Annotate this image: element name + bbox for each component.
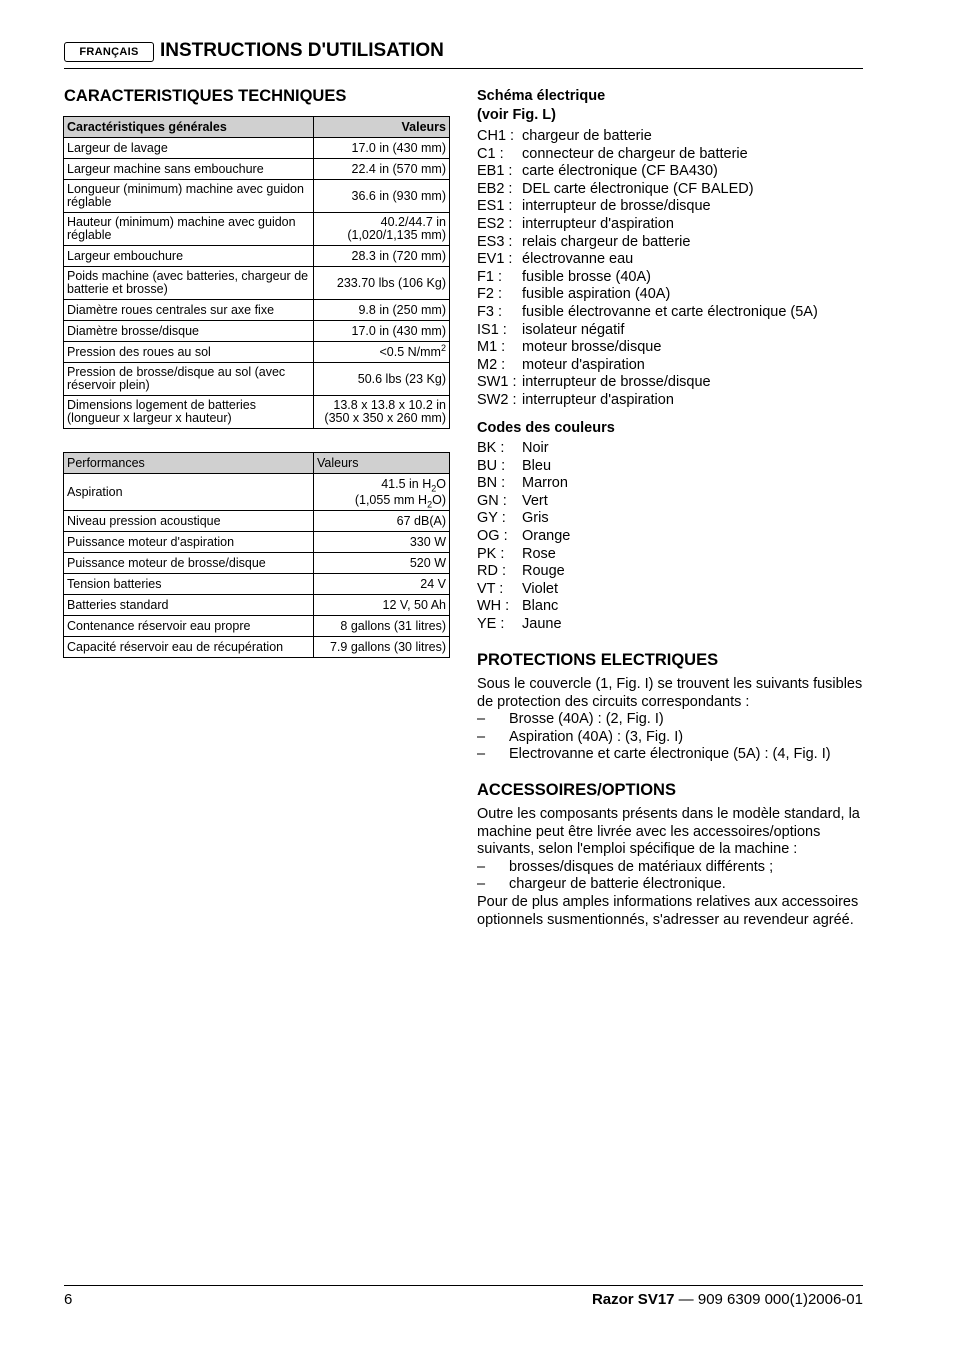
item-description: Blanc xyxy=(522,598,559,615)
footer-rule xyxy=(64,1285,863,1286)
table-row xyxy=(64,213,450,246)
spec-value: 40.2/44.7 in (1,020/1,135 mm) xyxy=(314,213,450,246)
dash-bullet: – xyxy=(477,876,486,893)
spec-label: Hauteur (minimum) machine avec guidon réglable xyxy=(64,213,314,246)
spec-value: 12 V, 50 Ah xyxy=(314,595,450,616)
table-row xyxy=(64,511,450,532)
table-row xyxy=(64,267,450,300)
item-description: moteur d'aspiration xyxy=(522,356,645,373)
table-header-row xyxy=(64,453,450,474)
item-code: PK : xyxy=(477,545,505,562)
protections-intro: Sous le couvercle (1, Fig. I) se trouvent les suivants fusibles de protection des circuits correspondants : xyxy=(477,676,863,710)
list-item xyxy=(477,876,867,894)
spec-label: Puissance moteur d'aspiration xyxy=(64,532,314,553)
protections-text xyxy=(477,676,867,764)
table-row xyxy=(64,300,450,321)
list-item xyxy=(477,216,818,234)
spec-label: Largeur de lavage xyxy=(64,138,314,159)
item-code: GY : xyxy=(477,510,506,527)
item-description: interrupteur de brosse/disque xyxy=(522,198,711,215)
item-description: Orange xyxy=(522,527,571,544)
table-row xyxy=(64,159,450,180)
spec-value: 233.70 lbs (106 Kg) xyxy=(314,267,450,300)
performance-table xyxy=(63,452,450,658)
spec-value: 9.8 in (250 mm) xyxy=(314,300,450,321)
item-code: SW2 : xyxy=(477,391,517,408)
list-item xyxy=(477,128,818,146)
item-description: interrupteur de brosse/disque xyxy=(522,374,711,391)
protections-title: PROTECTIONS ELECTRIQUES xyxy=(477,651,719,669)
item-description: Rose xyxy=(522,545,556,562)
table-header-cell: Caractéristiques générales xyxy=(64,117,314,138)
spec-value: 24 V xyxy=(314,574,450,595)
table-header-cell: Valeurs xyxy=(314,453,450,474)
spec-label: Pression des roues au sol xyxy=(64,342,314,363)
list-item xyxy=(477,181,818,199)
list-item-text: brosses/disques de matériaux différents ; xyxy=(509,858,774,875)
table-row xyxy=(64,342,450,363)
item-code: F3 : xyxy=(477,303,502,320)
spec-label: Longueur (minimum) machine avec guidon réglable xyxy=(64,180,314,213)
item-code: BK : xyxy=(477,440,505,456)
spec-value: 22.4 in (570 mm) xyxy=(314,159,450,180)
table-header-cell: Performances xyxy=(64,453,314,474)
item-code: CH1 : xyxy=(477,128,515,144)
item-description: Noir xyxy=(522,440,549,456)
list-item xyxy=(477,528,570,546)
list-item xyxy=(477,251,818,269)
item-description: Rouge xyxy=(522,563,565,580)
list-item-text: Aspiration (40A) : (3, Fig. I) xyxy=(509,728,684,745)
list-item xyxy=(477,563,570,581)
wiring-title-line2: (voir Fig. L) xyxy=(477,107,556,123)
spec-value: 67 dB(A) xyxy=(314,511,450,532)
item-code: VT : xyxy=(477,580,504,597)
item-code: C1 : xyxy=(477,145,504,162)
list-item xyxy=(477,304,818,322)
spec-value: 7.9 gallons (30 litres) xyxy=(314,637,450,658)
spec-value: 28.3 in (720 mm) xyxy=(314,246,450,267)
list-item xyxy=(477,269,818,287)
spec-value: 13.8 x 13.8 x 10.2 in (350 x 350 x 260 mm) xyxy=(314,396,450,429)
item-description: relais chargeur de batterie xyxy=(522,233,691,250)
table-row xyxy=(64,180,450,213)
item-description: isolateur négatif xyxy=(522,321,625,338)
superscript: 2 xyxy=(440,342,446,353)
item-code: BU : xyxy=(477,457,506,474)
item-code: M1 : xyxy=(477,339,506,356)
item-description: chargeur de batterie xyxy=(522,128,652,144)
table-row xyxy=(64,637,450,658)
list-item xyxy=(477,163,818,181)
table-header-row xyxy=(64,117,450,138)
wiring-title-line1: Schéma électrique xyxy=(477,88,606,104)
item-code: M2 : xyxy=(477,356,506,373)
spec-value: 330 W xyxy=(314,532,450,553)
item-code: RD : xyxy=(477,563,506,580)
item-description: fusible aspiration (40A) xyxy=(522,286,671,303)
table-row xyxy=(64,532,450,553)
item-code: EB1 : xyxy=(477,163,513,180)
list-item xyxy=(477,859,867,877)
list-item xyxy=(477,392,818,410)
list-item xyxy=(477,458,570,476)
accessories-text xyxy=(477,806,867,929)
table-row xyxy=(64,616,450,637)
list-item-text: Brosse (40A) : (2, Fig. I) xyxy=(509,711,664,728)
language-badge: FRANÇAIS xyxy=(64,42,154,62)
table-row xyxy=(64,474,450,511)
spec-label: Largeur machine sans embouchure xyxy=(64,159,314,180)
item-description: fusible brosse (40A) xyxy=(522,268,651,285)
aspiration-value-line2: (1,055 mm $H_2O$) xyxy=(354,493,446,510)
item-description: connecteur de chargeur de batterie xyxy=(522,145,748,162)
spec-value: 36.6 in (930 mm) xyxy=(314,180,450,213)
accessories-outro: Pour de plus amples informations relatives aux accessoires optionnels susmentionnés, s'adresser au revendeur agréé. xyxy=(477,893,859,928)
dash-bullet: – xyxy=(477,858,486,875)
dash-bullet: – xyxy=(477,746,486,763)
reference-code: — 909 6309 000(1)2006-01 xyxy=(674,1291,863,1308)
spec-label: Niveau pression acoustique xyxy=(64,511,314,532)
item-code: ES1 : xyxy=(477,198,513,215)
table-row xyxy=(64,396,450,429)
item-description: interrupteur d'aspiration xyxy=(522,215,674,232)
item-code: EV1 : xyxy=(477,251,513,268)
specs-section-title: CARACTERISTIQUES TECHNIQUES xyxy=(64,87,347,105)
page-header-title: INSTRUCTIONS D'UTILISATION xyxy=(160,40,444,61)
spec-label: Contenance réservoir eau propre xyxy=(64,616,314,637)
item-description: carte électronique (CF BA430) xyxy=(522,163,718,180)
page-number: 6 xyxy=(64,1291,73,1308)
spec-value: 520 W xyxy=(314,553,450,574)
table-row xyxy=(64,574,450,595)
list-item xyxy=(477,546,570,564)
spec-label: Dimensions logement de batteries (longueur x largeur x hauteur) xyxy=(64,396,314,429)
list-item xyxy=(477,374,818,392)
item-code: YE : xyxy=(477,615,505,632)
item-code: F1 : xyxy=(477,268,502,285)
spec-label: Tension batteries xyxy=(64,574,314,595)
item-description: fusible électrovanne et carte électronique (5A) xyxy=(522,303,818,320)
item-description: Bleu xyxy=(522,457,552,474)
spec-label: Diamètre brosse/disque xyxy=(64,321,314,342)
item-description: Gris xyxy=(522,510,549,527)
color-codes-list xyxy=(477,440,570,634)
model-name: Razor SV17 xyxy=(591,1291,675,1308)
item-code: IS1 : xyxy=(477,321,507,338)
item-code: ES3 : xyxy=(477,233,513,250)
item-description: Marron xyxy=(522,475,568,492)
item-description: DEL carte électronique (CF BALED) xyxy=(522,180,754,197)
table-row xyxy=(64,363,450,396)
table-row xyxy=(64,246,450,267)
list-item xyxy=(477,322,818,340)
item-code: OG : xyxy=(477,527,508,544)
aspiration-value-line1: 41.5 in $H_2O$ xyxy=(381,477,446,494)
list-item xyxy=(477,711,867,729)
color-codes-title: Codes des couleurs xyxy=(477,420,615,436)
table-row xyxy=(64,595,450,616)
item-description: Jaune xyxy=(522,615,562,632)
item-description: moteur brosse/disque xyxy=(522,339,662,356)
table-row xyxy=(64,553,450,574)
spec-value: 17.0 in (430 mm) xyxy=(314,138,450,159)
item-description: électrovanne eau xyxy=(522,251,634,268)
list-item-text: Electrovanne et carte électronique (5A) : (4, Fig. I) xyxy=(509,746,831,763)
item-code: EB2 : xyxy=(477,180,513,197)
general-specs-table xyxy=(63,116,450,429)
spec-label: Poids machine (avec batteries, chargeur de batterie et brosse) xyxy=(64,267,314,300)
pressure-value: <0.5 N/mm xyxy=(379,344,441,359)
spec-label: Pression de brosse/disque au sol (avec réservoir plein) xyxy=(64,363,314,396)
wiring-title xyxy=(477,87,605,125)
list-item xyxy=(477,598,570,616)
accessories-intro: Outre les composants présents dans le modèle standard, la machine peut être livrée avec les accessoires/options suivants, selon l'emploi spécifique de la machine : xyxy=(477,806,860,858)
spec-label: Puissance moteur de brosse/disque xyxy=(64,553,314,574)
spec-label: Diamètre roues centrales sur axe fixe xyxy=(64,300,314,321)
header-rule xyxy=(64,68,863,69)
accessories-title: ACCESSOIRES/OPTIONS xyxy=(477,781,676,799)
table-row xyxy=(64,321,450,342)
list-item xyxy=(477,339,818,357)
list-item xyxy=(477,286,818,304)
list-item xyxy=(477,440,570,458)
table-row xyxy=(64,138,450,159)
item-description: interrupteur d'aspiration xyxy=(522,391,674,408)
item-description: Vert xyxy=(522,492,548,509)
item-code: F2 : xyxy=(477,286,502,303)
dash-bullet: – xyxy=(477,728,486,745)
list-item xyxy=(477,146,818,164)
spec-label: Aspiration xyxy=(64,474,314,511)
item-code: GN : xyxy=(477,492,507,509)
document-reference xyxy=(592,1291,863,1308)
list-item xyxy=(477,493,570,511)
spec-label: Largeur embouchure xyxy=(64,246,314,267)
item-description: Violet xyxy=(522,580,559,597)
dash-bullet: – xyxy=(477,711,486,728)
spec-label: Capacité réservoir eau de récupération xyxy=(64,637,314,658)
spec-value xyxy=(314,342,450,363)
item-code: BN : xyxy=(477,475,506,492)
list-item xyxy=(477,581,570,599)
list-item xyxy=(477,729,867,747)
item-code: ES2 : xyxy=(477,215,513,232)
item-code: WH : xyxy=(477,598,510,615)
wiring-legend-list xyxy=(477,128,818,410)
list-item xyxy=(477,475,570,493)
list-item xyxy=(477,510,570,528)
item-code: SW1 : xyxy=(477,374,517,391)
spec-label: Batteries standard xyxy=(64,595,314,616)
table-header-cell: Valeurs xyxy=(314,117,450,138)
list-item xyxy=(477,616,570,634)
spec-value: 17.0 in (430 mm) xyxy=(314,321,450,342)
spec-value: 50.6 lbs (23 Kg) xyxy=(314,363,450,396)
spec-value: 8 gallons (31 litres) xyxy=(314,616,450,637)
list-item xyxy=(477,357,818,375)
list-item xyxy=(477,234,818,252)
list-item xyxy=(477,198,818,216)
list-item xyxy=(477,746,867,764)
list-item-text: chargeur de batterie électronique. xyxy=(509,876,726,893)
spec-value xyxy=(314,474,450,511)
